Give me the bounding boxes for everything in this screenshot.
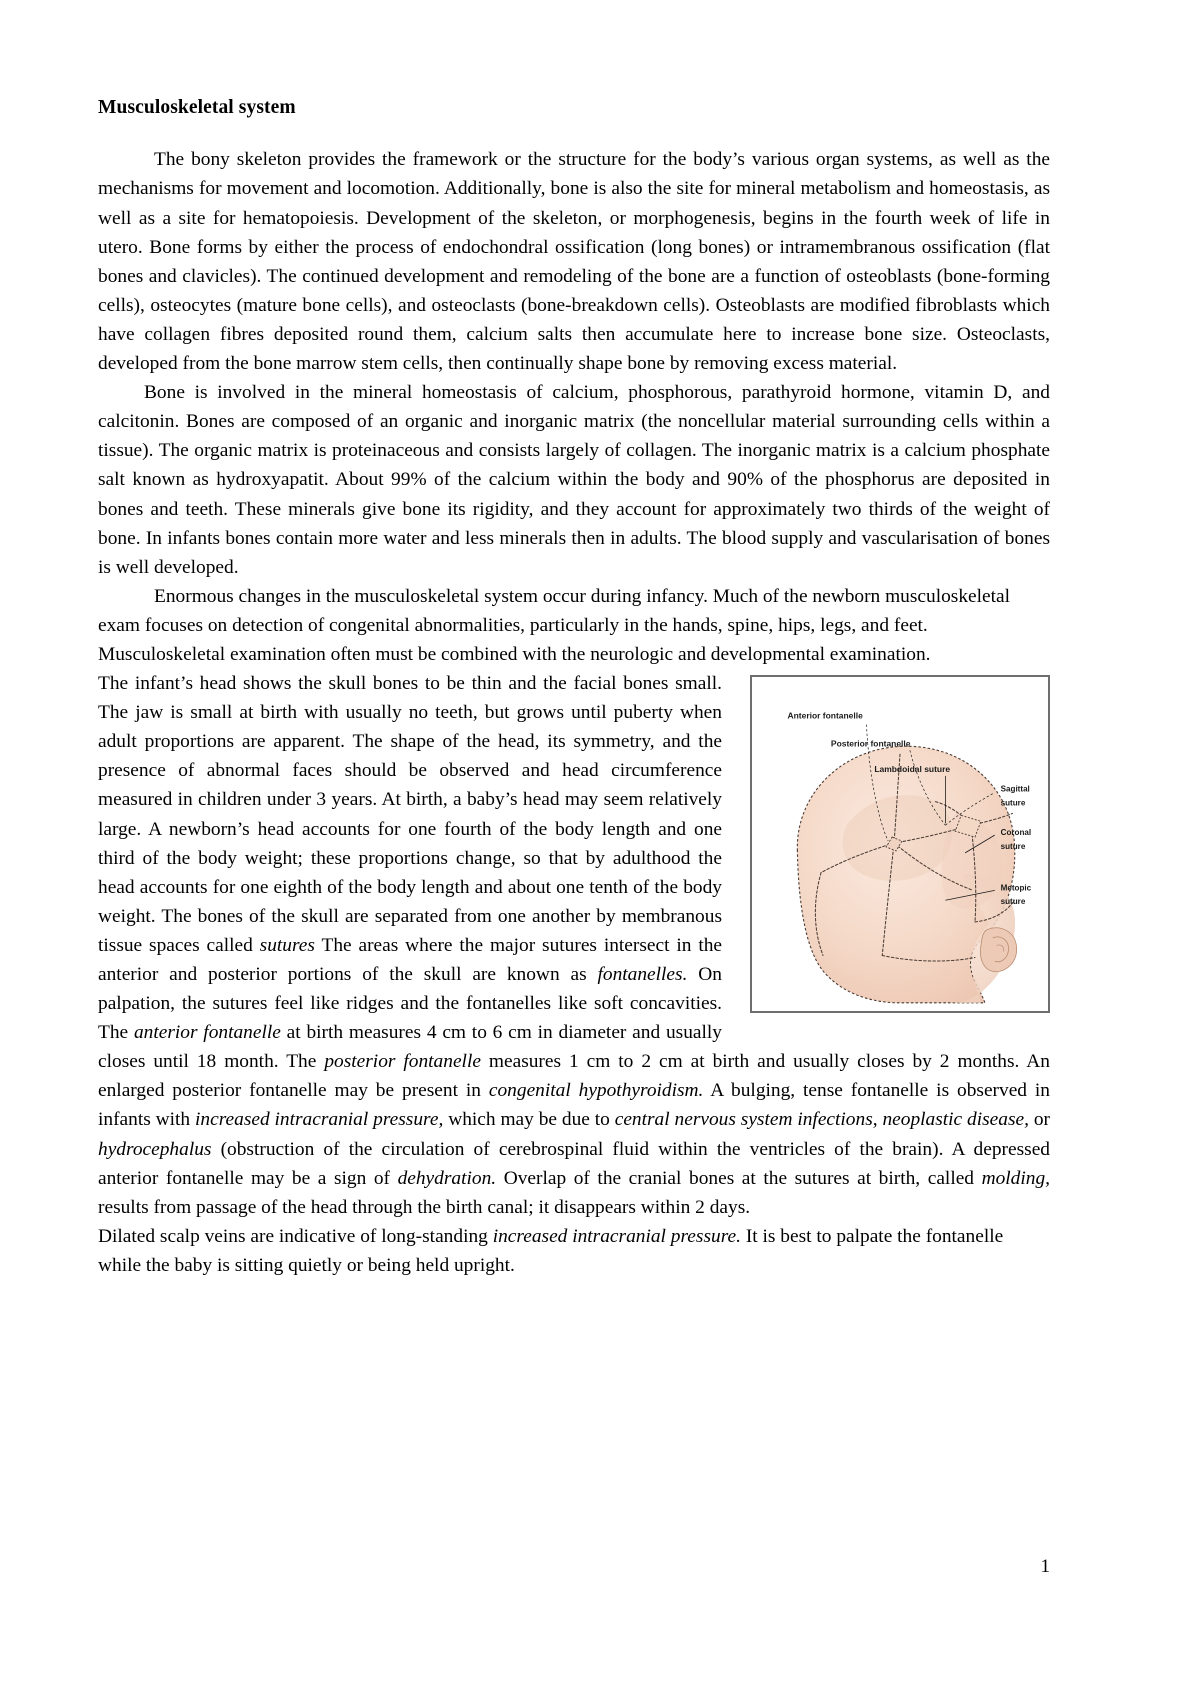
term-anterior-fontanelle: anterior fontanelle xyxy=(133,1022,281,1044)
term-cns-infections-neoplastic-disease: central nervous system infections, neoplastic disease, xyxy=(614,1109,1029,1131)
paragraph-3 xyxy=(98,582,1050,669)
term-posterior-fontanelle: posterior fontanelle xyxy=(324,1051,481,1073)
term-increased-intracranial-pressure-2: increased intracranial pressure. xyxy=(492,1225,741,1247)
paragraph-4-part-c: On palpation, the sutures feel like ridges and the fontanelles like soft concavities. The xyxy=(98,964,722,1044)
term-fontanelles: fontanelles. xyxy=(597,964,688,986)
paragraph-4-part-l: results from passage of the head through the birth canal; it disappears within 2 days. xyxy=(98,1196,751,1218)
term-hydrocephalus: hydrocephalus xyxy=(98,1138,212,1160)
label-sagittal-suture-line1: Sagittal xyxy=(1000,784,1030,794)
paragraph-4 xyxy=(98,669,1050,1222)
label-lambdoidal-suture: Lambdoidal suture xyxy=(874,764,951,775)
paragraph-1-text: The bony skeleton provides the framework or the structure for the body’s various organ systems, as well as the mechanisms for movement and locomotion. Additionally, bone is also the site for mineral metabolism and homeostasis, as well as a site for hematopoiesis. Development of the skeleton, or morphogenesis, begins in the fourth week of life in utero. Bone forms by either the process of endochondral ossification (long bones) or intramembranous ossification (flat bones and clavicles). The continued development and remodeling of the bone are a function of osteoblasts (bone-forming cells), osteocytes (mature bone cells), and osteoclasts (bone-breakdown cells). Osteoblasts are modified fibroblasts which have collagen fibres deposited round them, calcium salts then accumulate here to increase bone size. Osteoclasts, developed from the bone marrow stem cells, then continually shape bone by removing excess material. xyxy=(98,149,1050,375)
paragraph-4-part-f: A bulging, tense fontanelle is observed in infants with xyxy=(98,1080,1050,1131)
paragraph-3-text: Enormous changes in the musculoskeletal system occur during infancy. Much of the newborn musculoskeletal exam focuses on detection of congenital abnormalities, particularly in the hands, spine, hips, legs, and feet. Musculoskeletal examination often must be combined with the neurologic and developmental examination. xyxy=(98,585,1011,665)
page-title: Musculoskeletal system xyxy=(98,97,296,118)
paragraph-4-part-b: The areas where the major sutures intersect in the anterior and posterior portions of the skull are known as xyxy=(98,934,723,986)
infant-head-illustration xyxy=(797,746,1016,1003)
paragraph-4-part-d: at birth measures 4 cm to 6 cm in diameter and usually closes until 18 month. The xyxy=(98,1022,722,1073)
paragraph-4-part-j: (obstruction of the circulation of cerebrospinal fluid within the ventricles of the brain). A depressed anterior fontanelle may be a sign of xyxy=(98,1138,1050,1189)
paragraph-4-part-a: The infant’s head shows the skull bones to be thin and the facial bones small. The jaw is small at birth with usually no teeth, but grows until puberty when adult proportions are apparent. The shape of the head, its symmetry, and the presence of abnormal faces should be observed and head circumference measured in children under 3 years. At birth, a baby’s head may seem relatively large. A newborn’s head accounts for one fourth of the body length and one third of the body weight; these proportions change, so that by adulthood the head accounts for one eighth of the body length and about one tenth of the body weight. The bones of the skull are separated from one another by membranous tissue spaces called xyxy=(98,673,722,956)
label-metopic-suture-line2: suture xyxy=(1000,897,1026,907)
page-number: 1 xyxy=(1040,1556,1050,1577)
term-molding: molding, xyxy=(981,1167,1050,1189)
paragraph-4-part-e: measures 1 cm to 2 cm at birth and usually closes by 2 months. An enlarged posterior fontanelle may be present in xyxy=(98,1051,1050,1102)
paragraph-4-part-k: Overlap of the cranial bones at the sutures at birth, called xyxy=(496,1167,982,1189)
figure-infant-skull xyxy=(750,675,1050,1013)
paragraph-5 xyxy=(98,1222,1050,1280)
skull-diagram-svg xyxy=(752,677,1048,1011)
paragraph-2-text: Bone is involved in the mineral homeostasis of calcium, phosphorous, parathyroid hormone, vitamin D, and calcitonin. Bones are composed of an organic and inorganic matrix (the noncellular material surrounding cells within a tissue). The organic matrix is proteinaceous and consists largely of collagen. The inorganic matrix is a calcium phosphate salt known as hydroxyapatit. About 99% of the calcium within the body and 90% of the phosphorus are deposited in bones and teeth. These minerals give bone its rigidity, and they account for approximately two thirds of the weight of bone. In infants bones contain more water and less minerals then in adults. The blood supply and vascularisation of bones is well developed. xyxy=(98,382,1050,578)
term-congenital-hypothyroidism: congenital hypothyroidism. xyxy=(488,1080,704,1102)
label-metopic-suture-line1: Metopic xyxy=(1000,883,1032,893)
paragraph-5-part-b: It is best to palpate the fontanelle while the baby is sitting quietly or being held upright. xyxy=(98,1225,1004,1276)
term-increased-intracranial-pressure: increased intracranial pressure, xyxy=(195,1109,444,1131)
label-posterior-fontanelle: Posterior fontanelle xyxy=(830,738,911,749)
paragraph-4-part-g: which may be due to xyxy=(443,1109,615,1131)
paragraph-4-part-h: or xyxy=(1028,1109,1050,1131)
label-sagittal-suture-line2: suture xyxy=(1000,798,1026,808)
label-coronal-suture-line2: suture xyxy=(1000,842,1026,852)
label-coronal-suture-line1: Coronal xyxy=(1000,828,1032,838)
paragraph-5-part-a: Dilated scalp veins are indicative of long-standing xyxy=(98,1225,493,1247)
label-anterior-fontanelle: Anterior fontanelle xyxy=(787,710,863,721)
term-dehydration: dehydration. xyxy=(397,1167,497,1189)
term-sutures: sutures xyxy=(259,934,315,956)
paragraph-1 xyxy=(98,145,1050,378)
paragraph-2 xyxy=(98,378,1050,582)
